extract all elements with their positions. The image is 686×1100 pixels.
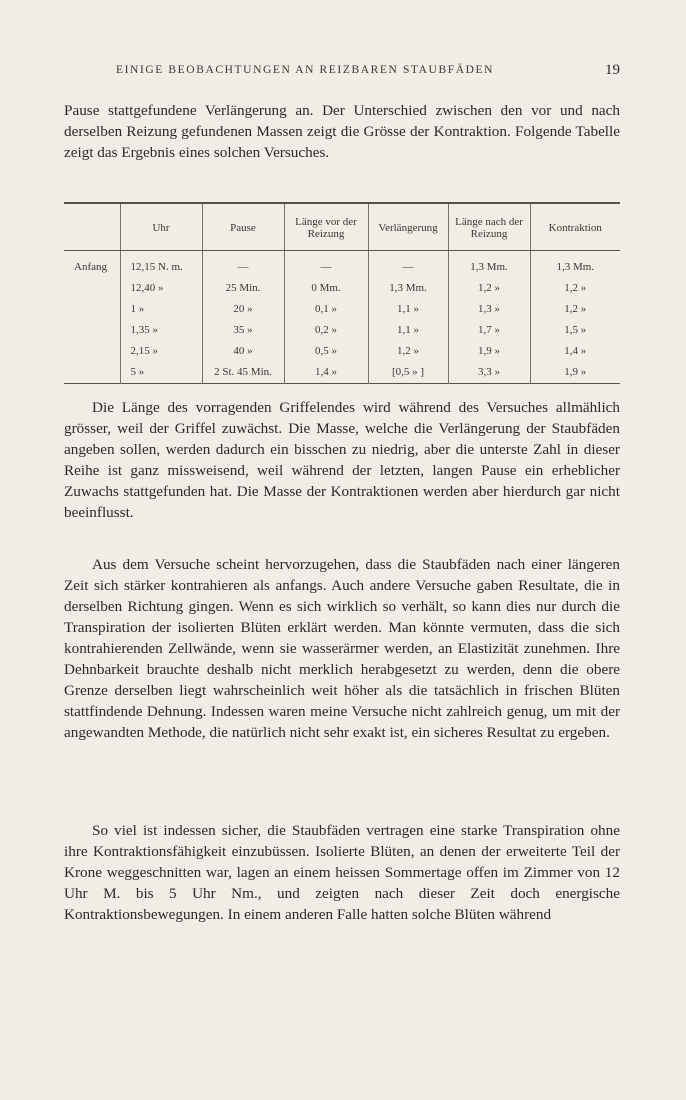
- header-length-before: Länge vor der Reizung: [284, 203, 368, 251]
- table-row: [64, 251, 620, 279]
- table-row: [64, 278, 620, 299]
- cell-pause: 35 »: [202, 320, 284, 341]
- cell-time: 2,15 »: [120, 341, 202, 362]
- table-row: [64, 362, 620, 384]
- cell-length-after: 1,7 »: [448, 320, 530, 341]
- table-row: [64, 320, 620, 341]
- cell-extension: 1,3 Mm.: [368, 278, 448, 299]
- paragraph-griffel: Die Länge des vorragenden Griffelendes wird während des Versuches allmählich grösser, weil der Griffel zuwächst. Die Masse, welche die Verlängerung der Staubfäden angeben sollen, werden dadurch ein bisschen zu niedrig, aber die unterste Zahl in dieser Reihe ist ganz missweisend, weil während der letzten, langen Pause ein erheblicher Zuwachs stattgefunden hat. Die Masse der Kontraktionen werden aber hierdurch gar nicht beeinflusst.: [64, 399, 620, 521]
- cell-contraction: 1,3 Mm.: [530, 251, 620, 279]
- cell-length-before: 0 Mm.: [284, 278, 368, 299]
- cell-length-after: 1,9 »: [448, 341, 530, 362]
- header-length-after: Länge nach der Reizung: [448, 203, 530, 251]
- cell-time: 12,40 »: [120, 278, 202, 299]
- paragraph-transpiration: So viel ist indessen sicher, die Staubfäden vertragen eine starke Transpiration ohne ihre Kontraktionsfähigkeit einzubüssen. Isolierte Blüten, an denen der erweiterte Teil der Krone weggeschnitten war, lagen an einem heissen Sommertage offen im Zimmer von 12 Uhr M. bis 5 Uhr Nm., und zeigten nach dieser Zeit doch energische Kontraktionsbewegungen. In einem anderen Falle hatten solche Blüten während: [64, 822, 620, 923]
- cell-label: [64, 341, 120, 362]
- table-row: [64, 299, 620, 320]
- header-pause: Pause: [202, 203, 284, 251]
- cell-extension: [0,5 » ]: [368, 362, 448, 384]
- page-number: 19: [605, 62, 620, 78]
- cell-length-before: 0,5 »: [284, 341, 368, 362]
- cell-pause: 20 »: [202, 299, 284, 320]
- header-label: [64, 203, 120, 251]
- cell-label: Anfang: [74, 261, 107, 273]
- cell-length-after: 1,3 »: [448, 299, 530, 320]
- cell-length-before: —: [284, 251, 368, 279]
- cell-label: [64, 299, 120, 320]
- cell-length-after: 1,2 »: [448, 278, 530, 299]
- page-header: [64, 62, 620, 84]
- cell-contraction: 1,4 »: [530, 341, 620, 362]
- table-header-row: [64, 203, 620, 251]
- cell-label: [64, 320, 120, 341]
- cell-length-before: 0,1 »: [284, 299, 368, 320]
- cell-pause: 2 St. 45 Min.: [202, 362, 284, 384]
- cell-length-after: 1,3 Mm.: [448, 251, 530, 279]
- cell-extension: 1,2 »: [368, 341, 448, 362]
- header-uhr: Uhr: [120, 203, 202, 251]
- cell-label: [64, 362, 120, 384]
- cell-label: [64, 278, 120, 299]
- header-extension: Verlängerung: [368, 203, 448, 251]
- cell-pause: 25 Min.: [202, 278, 284, 299]
- cell-contraction: 1,9 »: [530, 362, 620, 384]
- cell-extension: —: [368, 251, 448, 279]
- cell-time: 12,15 N. m.: [120, 251, 202, 279]
- cell-contraction: 1,5 »: [530, 320, 620, 341]
- running-title: EINIGE BEOBACHTUNGEN AN REIZBAREN STAUBFÄDEN: [116, 64, 495, 76]
- cell-extension: 1,1 »: [368, 299, 448, 320]
- cell-time: 1,35 »: [120, 320, 202, 341]
- paragraph-versuche: Aus dem Versuche scheint hervorzugehen, dass die Staubfäden nach einer längeren Zeit sich stärker kontrahieren als anfangs. Auch andere Versuche gaben Resultate, die in derselben Richtung gingen. Wenn es sich wirklich so verhält, so kann dies nur durch die Transpiration der isolierten Blüten erklärt werden. Man könnte vermuten, dass die sich kontrahierenden Zellwände, wenn sie wasserärmer werden, an Elastizität zunehmen. Ihre Dehnbarkeit brauchte deshalb nicht merklich herabgesetzt zu werden, denn die obere Grenze derselben liegt wahrscheinlich weit höher als die tatsächlich in frischen Blüten stattfindende Dehnung. Indessen waren meine Versuche nicht zahlreich genug, um mit der angewandten Methode, die natürlich nicht sehr exakt ist, ein sicheres Resultat zu ergeben.: [64, 556, 620, 741]
- cell-time: 1 »: [120, 299, 202, 320]
- cell-pause: —: [202, 251, 284, 279]
- cell-extension: 1,1 »: [368, 320, 448, 341]
- cell-pause: 40 »: [202, 341, 284, 362]
- cell-length-before: 0,2 »: [284, 320, 368, 341]
- cell-contraction: 1,2 »: [530, 278, 620, 299]
- table-row: [64, 341, 620, 362]
- cell-length-after: 3,3 »: [448, 362, 530, 384]
- measurement-table: [64, 202, 620, 384]
- cell-time: 5 »: [120, 362, 202, 384]
- cell-contraction: 1,2 »: [530, 299, 620, 320]
- cell-length-before: 1,4 »: [284, 362, 368, 384]
- header-contraction: Kontraktion: [530, 203, 620, 251]
- paragraph-intro: Pause stattgefundene Verlängerung an. Der Unterschied zwischen den vor und nach derselben Reizung gefundenen Massen zeigt die Grösse der Kontraktion. Folgende Tabelle zeigt das Ergebnis eines solchen Versuches.: [64, 102, 620, 161]
